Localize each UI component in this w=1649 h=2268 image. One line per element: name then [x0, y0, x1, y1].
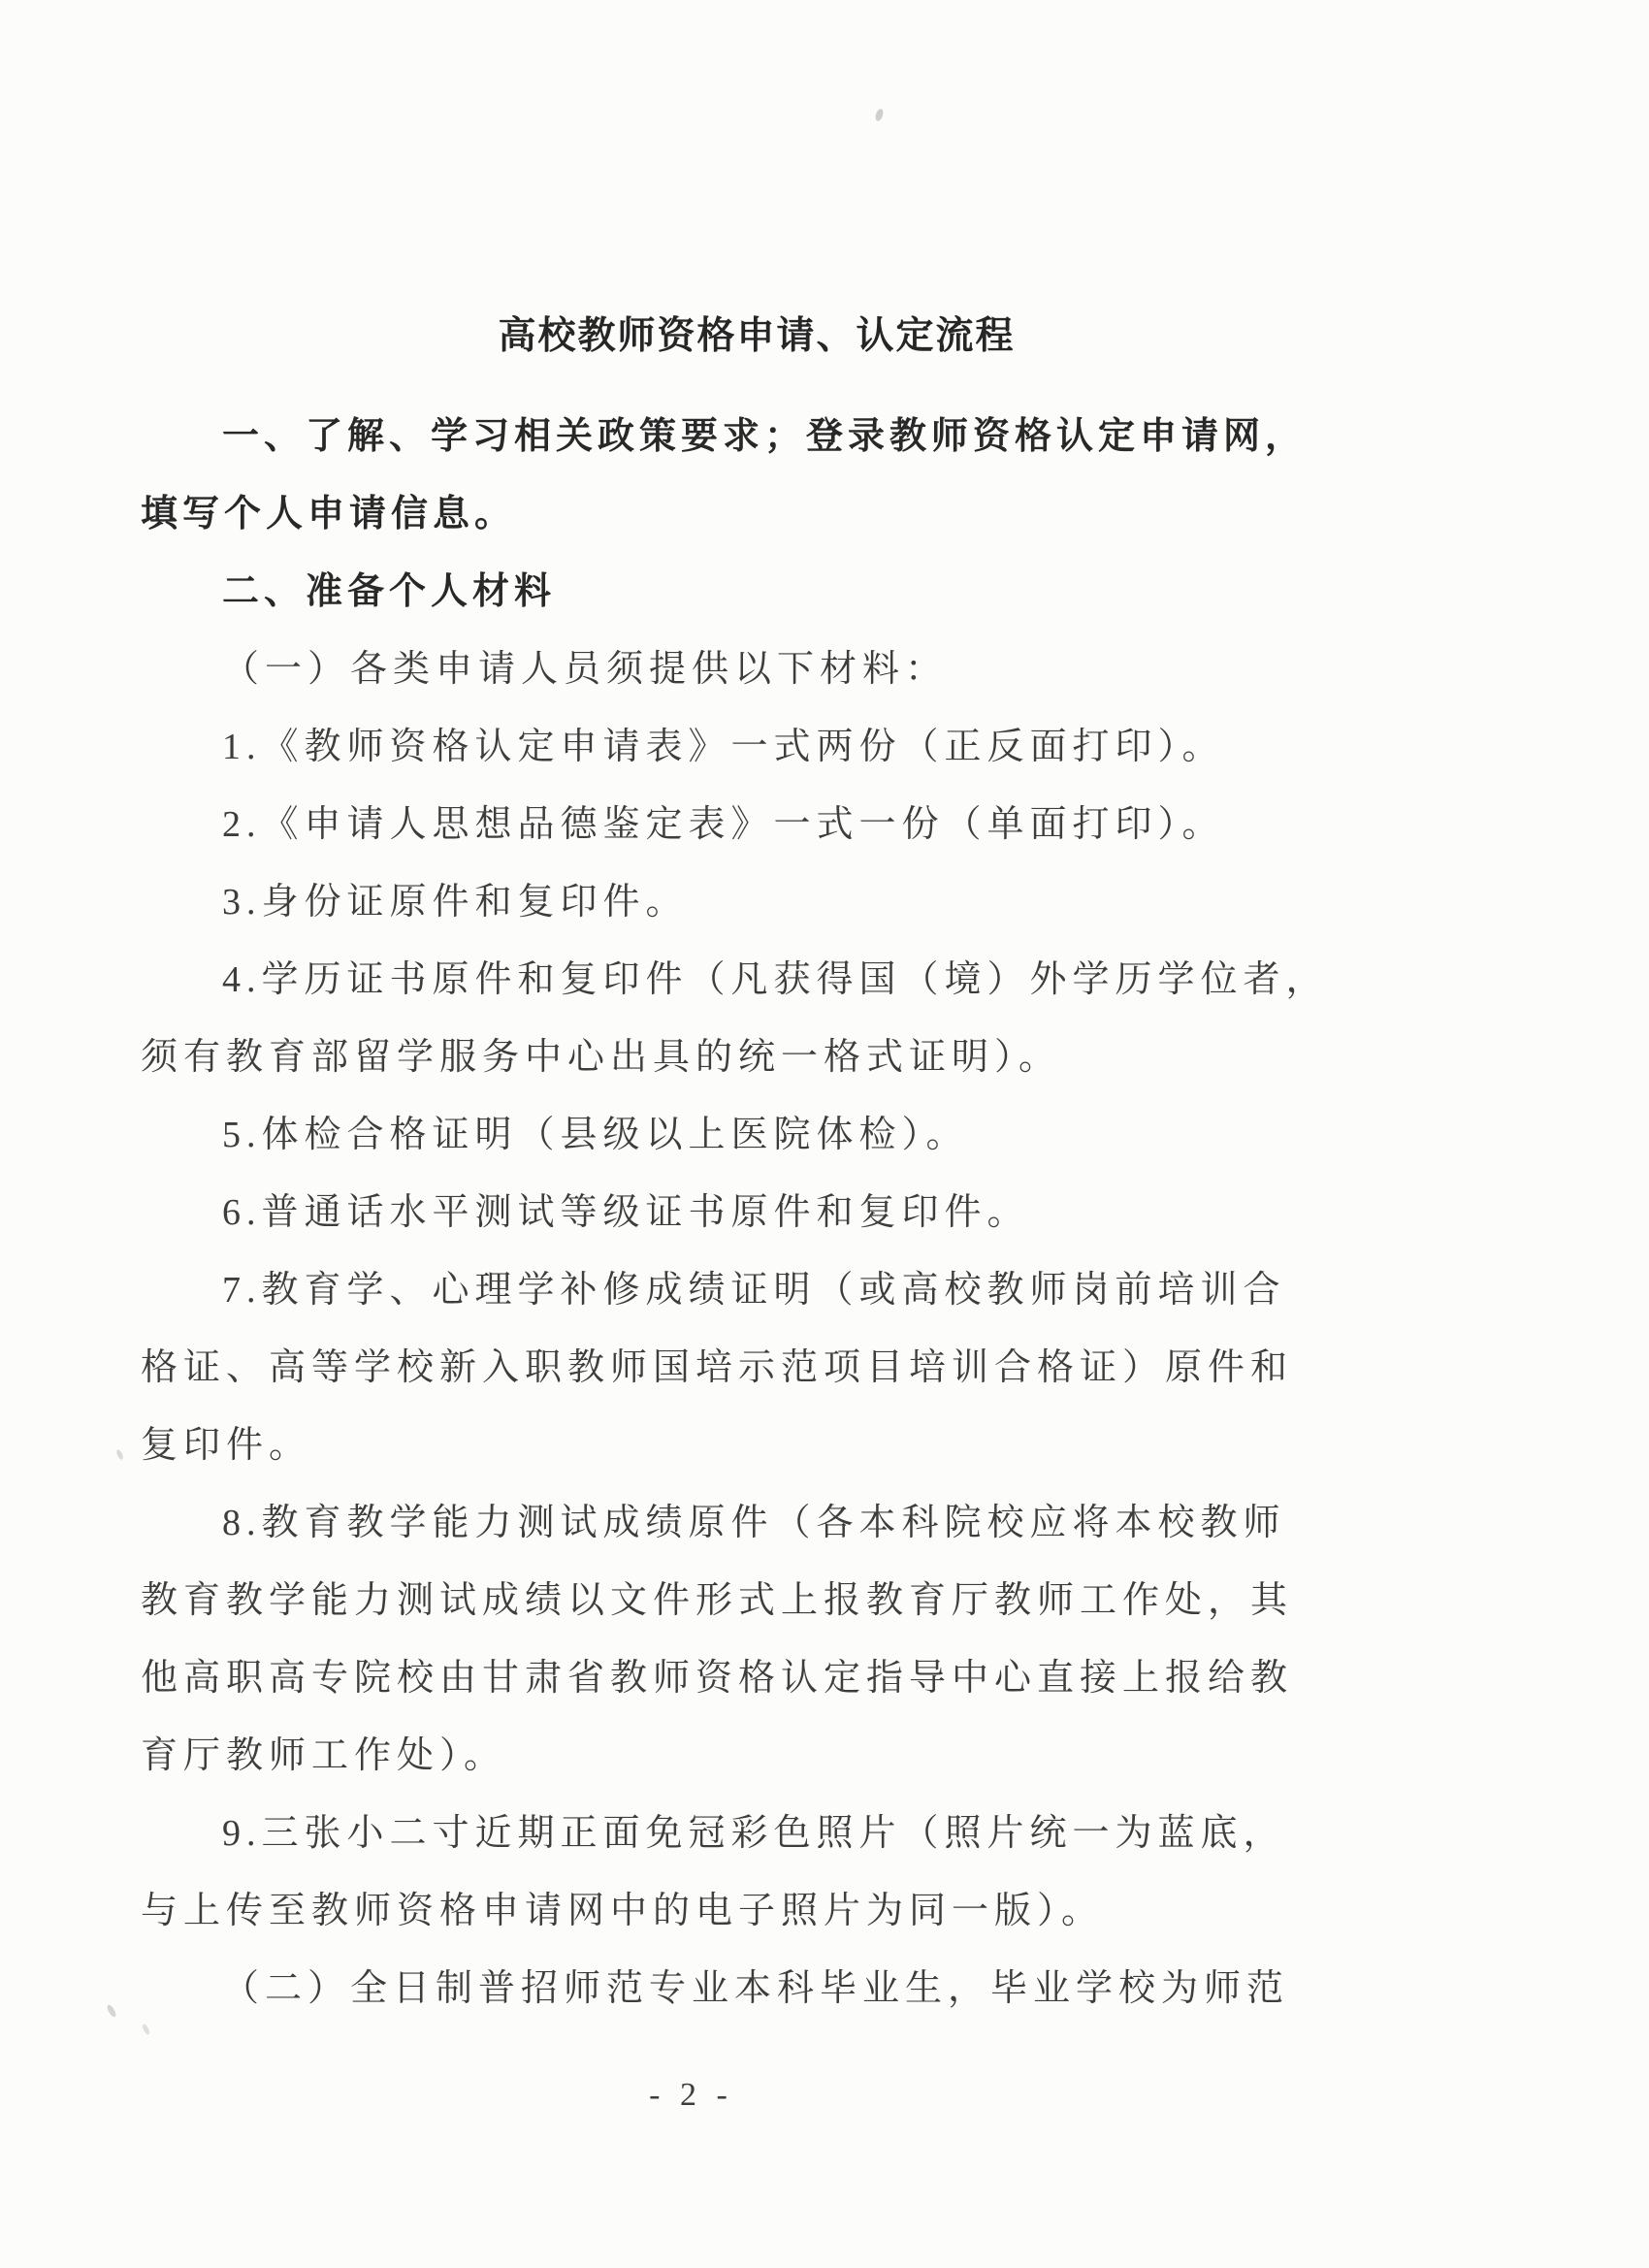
text-line: 教育教学能力测试成绩以文件形式上报教育厅教师工作处，其 [141, 1580, 1294, 1621]
text-line: 1.《教师资格认定申请表》一式两份（正反面打印）。 [222, 727, 1225, 767]
document-body [141, 398, 1334, 2027]
page-number: - 2 - [649, 2077, 733, 2113]
text-line: 3.身份证原件和复印件。 [222, 882, 689, 923]
text-line: 9.三张小二寸近期正面免冠彩色照片（照片统一为蓝底， [222, 1813, 1286, 1854]
text-line: 与上传至教师资格申请网中的电子照片为同一版）。 [141, 1891, 1105, 1931]
text-line: 填写个人申请信息。 [141, 494, 517, 535]
text-line: （二）全日制普招师范专业本科毕业生，毕业学校为师范 [222, 1968, 1290, 2009]
text-line: 育厅教师工作处）。 [141, 1735, 507, 1776]
text-line: （一）各类申请人员须提供以下材料： [222, 649, 949, 690]
text-line: 4.学历证书原件和复印件（凡获得国（境）外学历学位者， [222, 959, 1329, 1000]
document-content [141, 308, 1334, 2124]
text-line: 复印件。 [141, 1425, 312, 1466]
text-line: 8.教育教学能力测试成绩原件（各本科院校应将本校教师 [222, 1503, 1286, 1543]
scan-artifact [106, 2003, 117, 2018]
scan-artifact [115, 1448, 124, 1460]
text-line: 5.体检合格证明（县级以上医院体检）。 [222, 1115, 969, 1155]
text-line: 一、了解、学习相关政策要求；登录教师资格认定申请网， [222, 416, 1308, 457]
text-line: 6.普通话水平测试等级证书原件和复印件。 [222, 1192, 1030, 1233]
document-title: 高校教师资格申请、认定流程 [498, 315, 1016, 357]
text-line: 二、准备个人材料 [222, 571, 557, 612]
text-line: 他高职高专院校由甘肃省教师资格认定指导中心直接上报给教 [141, 1658, 1294, 1699]
scan-artifact [874, 108, 885, 122]
text-line: 须有教育部留学服务中心出具的统一格式证明）。 [141, 1037, 1062, 1078]
text-line: 7.教育学、心理学补修成绩证明（或高校教师岗前培训合 [222, 1270, 1286, 1311]
text-line: 格证、高等学校新入职教师国培示范项目培训合格证）原件和 [141, 1347, 1294, 1388]
text-line: 2.《申请人思想品德鉴定表》一式一份（单面打印）。 [222, 804, 1225, 845]
